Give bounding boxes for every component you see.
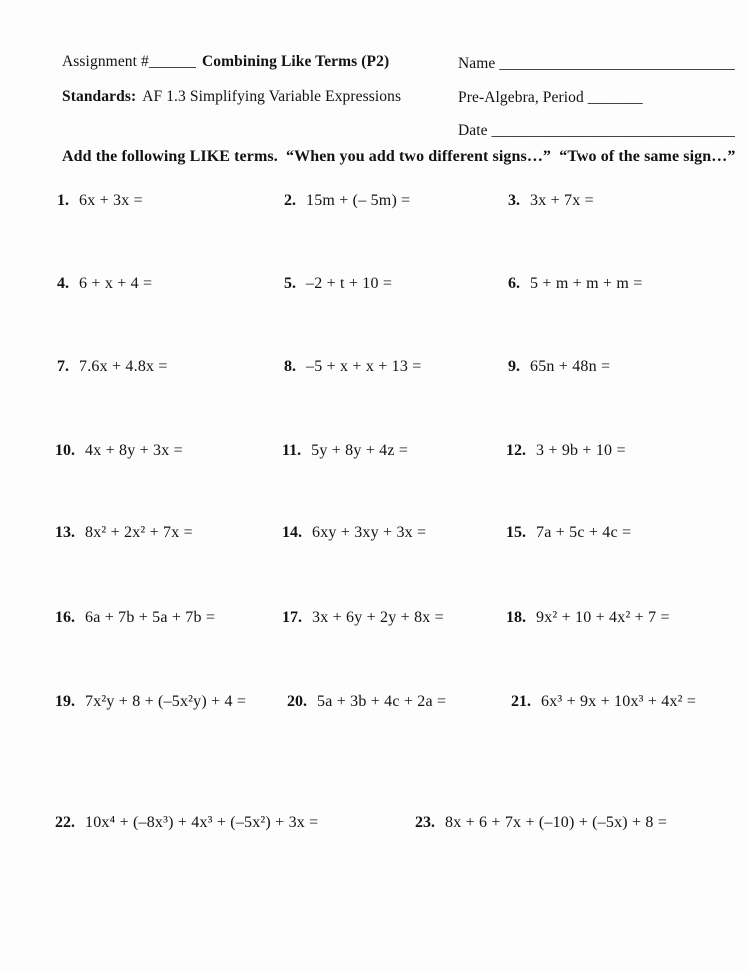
problem-item [55, 693, 246, 711]
problem-item [415, 814, 667, 832]
problem-item [55, 442, 183, 460]
problem-number: 6. [508, 275, 520, 292]
problem-number: 23. [415, 814, 435, 831]
problem-expression: 8x + 6 + 7x + (–10) + (–5x) + 8 = [445, 814, 668, 831]
problem-number: 7. [57, 358, 69, 375]
problem-expression: 6x³ + 9x + 10x³ + 4x² = [541, 693, 697, 710]
problem-item [282, 442, 408, 460]
standards-line [62, 88, 401, 106]
worksheet-title: Combining Like Terms (P2) [201, 53, 390, 70]
problem-expression: 7a + 5c + 4c = [536, 524, 632, 541]
date-field: Date _______________________________ [458, 122, 735, 139]
problem-expression: 5y + 8y + 4z = [311, 442, 409, 459]
problem-number: 5. [284, 275, 296, 292]
problem-number: 15. [506, 524, 526, 541]
problem-expression: 5a + 3b + 4c + 2a = [317, 693, 447, 710]
problem-item [55, 609, 215, 627]
problem-expression: 3x + 6y + 2y + 8x = [312, 609, 444, 626]
problem-item [508, 358, 610, 376]
problem-number: 22. [55, 814, 75, 831]
problem-expression: 7.6x + 4.8x = [79, 358, 168, 375]
problem-expression: 5 + m + m + m = [530, 275, 643, 292]
problem-number: 21. [511, 693, 531, 710]
problem-item [282, 609, 444, 627]
problem-expression: 3 + 9b + 10 = [536, 442, 626, 459]
assignment-number-label: Assignment #______ [62, 53, 196, 70]
problem-item [57, 275, 152, 293]
problem-number: 17. [282, 609, 302, 626]
problem-expression: 8x² + 2x² + 7x = [85, 524, 193, 541]
problem-number: 4. [57, 275, 69, 292]
problem-item [55, 524, 193, 542]
problem-expression: 6xy + 3xy + 3x = [312, 524, 427, 541]
problem-expression: –5 + x + x + 13 = [306, 358, 422, 375]
problem-number: 9. [508, 358, 520, 375]
problem-expression: 6 + x + 4 = [79, 275, 153, 292]
problem-expression: 4x + 8y + 3x = [85, 442, 183, 459]
problem-item [511, 693, 696, 711]
problem-number: 12. [506, 442, 526, 459]
problem-item [506, 609, 670, 627]
problem-expression: 10x⁴ + (–8x³) + 4x³ + (–5x²) + 3x = [85, 814, 319, 831]
problem-item [282, 524, 426, 542]
assignment-title-line [62, 53, 389, 71]
course-period-field: Pre-Algebra, Period _______ [458, 89, 643, 106]
problem-expression: 65n + 48n = [530, 358, 611, 375]
problem-number: 18. [506, 609, 526, 626]
problem-item [506, 524, 631, 542]
problem-number: 16. [55, 609, 75, 626]
problem-number: 8. [284, 358, 296, 375]
problem-number: 2. [284, 192, 296, 209]
problem-item [508, 275, 642, 293]
problem-number: 13. [55, 524, 75, 541]
problem-item [284, 275, 392, 293]
standards-label: Standards: [62, 88, 137, 105]
problem-expression: 3x + 7x = [530, 192, 594, 209]
problem-number: 11. [282, 442, 302, 459]
problem-number: 10. [55, 442, 75, 459]
problem-number: 1. [57, 192, 69, 209]
problem-number: 14. [282, 524, 302, 541]
problem-item [284, 358, 422, 376]
problem-item [506, 442, 626, 460]
problem-expression: –2 + t + 10 = [306, 275, 393, 292]
problem-item [508, 192, 594, 210]
problem-expression: 7x²y + 8 + (–5x²y) + 4 = [85, 693, 247, 710]
problem-item [57, 192, 143, 210]
problem-number: 3. [508, 192, 520, 209]
standards-text: AF 1.3 Simplifying Variable Expressions [142, 88, 402, 105]
problem-item [284, 192, 410, 210]
name-field: Name ______________________________ [458, 55, 735, 72]
instructions-text: Add the following LIKE terms. “When you add two different signs…” “Two of the same sign…” [62, 148, 736, 165]
problem-expression: 9x² + 10 + 4x² + 7 = [536, 609, 670, 626]
problem-number: 19. [55, 693, 75, 710]
problem-expression: 6x + 3x = [79, 192, 143, 209]
problem-expression: 15m + (– 5m) = [306, 192, 411, 209]
problem-item [55, 814, 318, 832]
problem-number: 20. [287, 693, 307, 710]
problem-item [57, 358, 168, 376]
problem-expression: 6a + 7b + 5a + 7b = [85, 609, 216, 626]
problem-item [287, 693, 446, 711]
